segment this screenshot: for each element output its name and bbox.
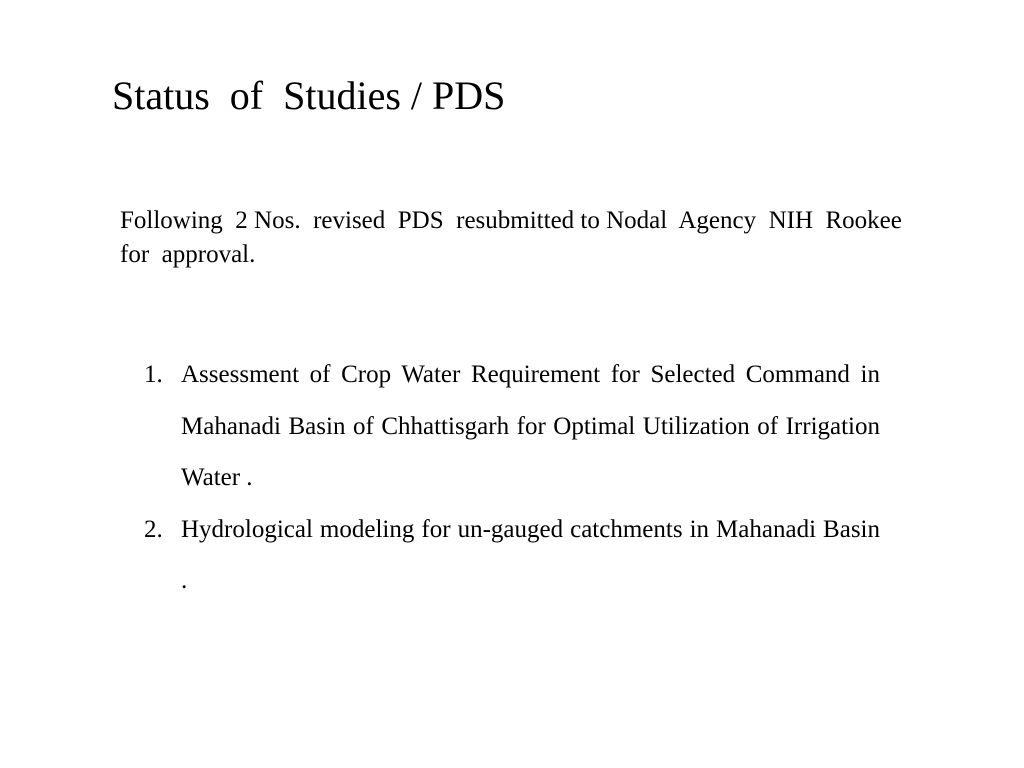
study-item-1 bbox=[144, 349, 880, 504]
slide-title: Status of Studies / PDS bbox=[112, 73, 506, 118]
study-item-text: Assessment of Crop Water Requirement for Selected Command in Mahanadi Basin of Chhattisgarh for Optimal Utilization of Irrigation Water . bbox=[181, 361, 880, 491]
study-list bbox=[144, 349, 880, 607]
study-item-number: 1. bbox=[144, 361, 163, 388]
intro-paragraph: Following 2 Nos. revised PDS resubmitted to Nodal Agency NIH Rookee for approval. bbox=[120, 207, 915, 268]
study-item-number: 2. bbox=[144, 515, 163, 543]
study-item-2 bbox=[144, 504, 880, 607]
study-item-text: Hydrological modeling for un-gauged catchments in Mahanadi Basin . bbox=[181, 515, 880, 594]
